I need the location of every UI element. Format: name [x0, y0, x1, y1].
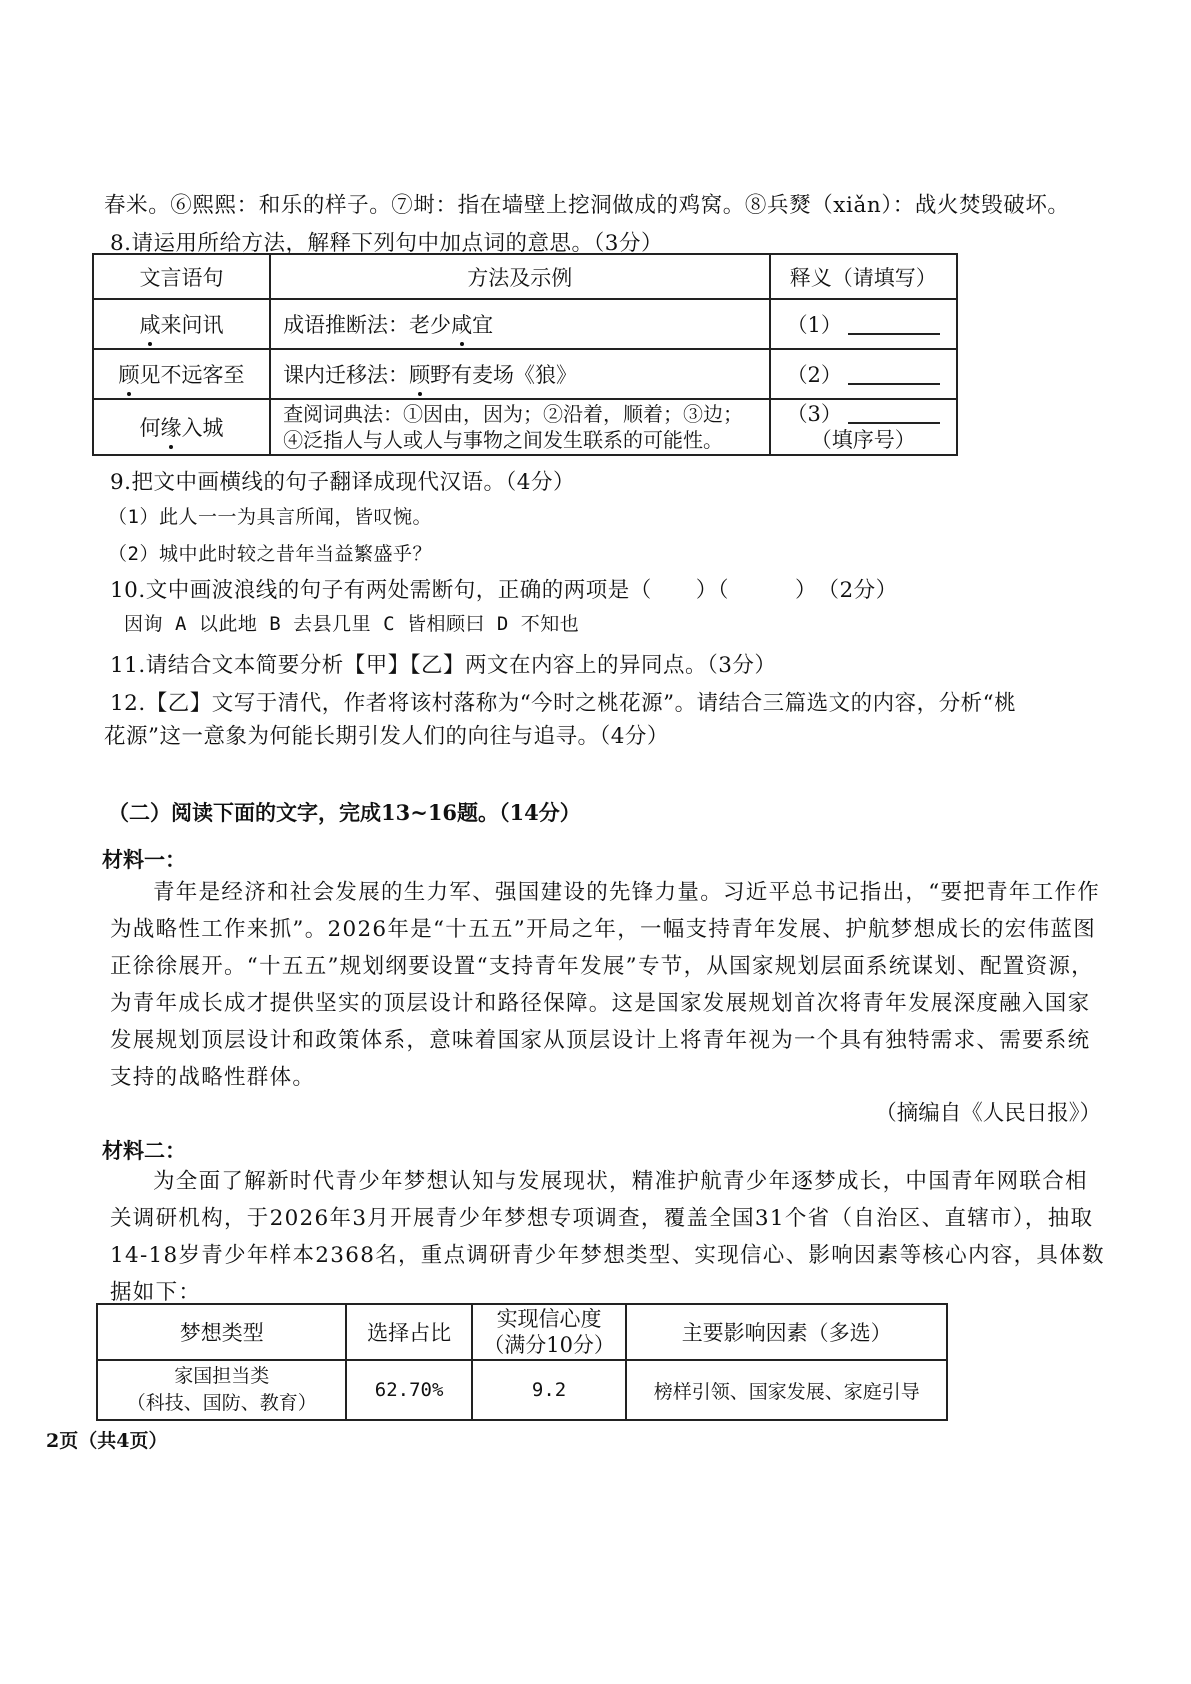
row2-sentence: 顾见不远客至 — [93, 349, 270, 399]
top-note: 春米。⑥熙熙：和乐的样子。⑦埘：指在墙壁上挖洞做成的鸡窝。⑧兵燹（xiǎn）：战火焚毁破坏。 — [104, 193, 1070, 218]
cell-dream-type: 家国担当类 （科技、国防、教育） — [97, 1360, 346, 1420]
question-10-prompt: 10.文中画波浪线的句子有两处需断句，正确的两项是（ ）（ ） （2分） — [110, 578, 898, 603]
header-dream-type: 梦想类型 — [97, 1304, 346, 1360]
material-1-source: （摘编自《人民日报》） — [875, 1101, 1101, 1126]
row3-method: 查阅词典法：①因由，因为；②沿着，顺着；③边； ④泛指人与人或人与事物之间发生联系的可能性。 — [270, 399, 769, 455]
row3-answer: （3） （填序号） — [770, 399, 957, 455]
header-method: 方法及示例 — [270, 254, 769, 299]
survey-table — [96, 1303, 948, 1421]
header-sentence: 文言语句 — [93, 254, 270, 299]
question-12-line-2: 花源”这一意象为何能长期引发人们的向往与追寻。（4分） — [104, 724, 669, 749]
header-share: 选择占比 — [346, 1304, 471, 1360]
page-footer: 2页（共4页） — [46, 1430, 168, 1452]
row3-sentence: 何缘入城 — [93, 399, 270, 455]
material-2-label: 材料二： — [102, 1138, 186, 1163]
header-factors: 主要影响因素（多选） — [626, 1304, 947, 1360]
row2-method: 课内迁移法：顾野有麦场《狼》 — [270, 349, 769, 399]
question-10-sentence: 因询 A 以此地 B 去县几里 C 皆相顾曰 D 不知也 — [124, 613, 580, 635]
cell-share: 62.70% — [346, 1360, 471, 1420]
answer-blank-1[interactable] — [848, 319, 940, 335]
section-2-title: （二）阅读下面的文字，完成13~16题。（14分） — [108, 800, 581, 825]
header-confidence: 实现信心度 （满分10分） — [472, 1304, 627, 1360]
answer-blank-2[interactable] — [848, 369, 940, 385]
row1-method: 成语推断法：老少咸宜 — [270, 299, 769, 349]
cell-confidence: 9.2 — [472, 1360, 627, 1420]
question-9-prompt: 9.把文中画横线的句子翻译成现代汉语。（4分） — [110, 470, 575, 495]
material-1-label: 材料一： — [102, 847, 186, 872]
cell-factors: 榜样引领、国家发展、家庭引导 — [626, 1360, 947, 1420]
question-11: 11.请结合文本简要分析【甲】【乙】两文在内容上的异同点。（3分） — [110, 653, 777, 678]
question-8-table — [92, 253, 958, 456]
answer-blank-3[interactable] — [848, 408, 940, 424]
row1-sentence: 咸来问讯 — [93, 299, 270, 349]
question-12-line-1: 12.【乙】文写于清代，作者将该村落称为“今时之桃花源”。请结合三篇选文的内容，分析“桃 — [110, 691, 1017, 716]
material-1-text: 青年是经济和社会发展的生力军、强国建设的先锋力量。习近平总书记指出，“要把青年工作作为战略性工作来抓”。2026年是“十五五”开局之年，一幅支持青年发展、护航梦想成长的宏伟蓝图正徐徐展开。“十五五”规划纲要设置“支持青年发展”专节，从国家规划层面系统谋划、配置资源，为青年成长成才提供坚实的顶层设计和路径保障。这是国家发展规划首次将青年发展深度融入国家发展规划顶层设计和政策体系，意味着国家从顶层设计上将青年视为一个具有独特需求、需要系统支持的战略性群体。 — [110, 880, 1101, 1090]
header-answer: 释义（请填写） — [770, 254, 957, 299]
question-9-sentence-1: （1）此人一一为具言所闻，皆叹惋。 — [108, 506, 432, 528]
material-2-text: 为全面了解新时代青少年梦想认知与发展现状，精准护航青少年逐梦成长，中国青年网联合相关调研机构，于2026年3月开展青少年梦想专项调查，覆盖全国31个省（自治区、直辖市），抽取14-18岁青少年样本2368名，重点调研青少年梦想类型、实现信心、影响因素等核心内容，具体数据如下： — [110, 1169, 1105, 1305]
question-9-sentence-2: （2）城中此时较之昔年当益繁盛乎？ — [108, 543, 432, 565]
row1-answer: （1） — [770, 299, 957, 349]
question-8-prompt: 8.请运用所给方法，解释下列句中加点词的意思。（3分） — [110, 231, 663, 256]
row2-answer: （2） — [770, 349, 957, 399]
